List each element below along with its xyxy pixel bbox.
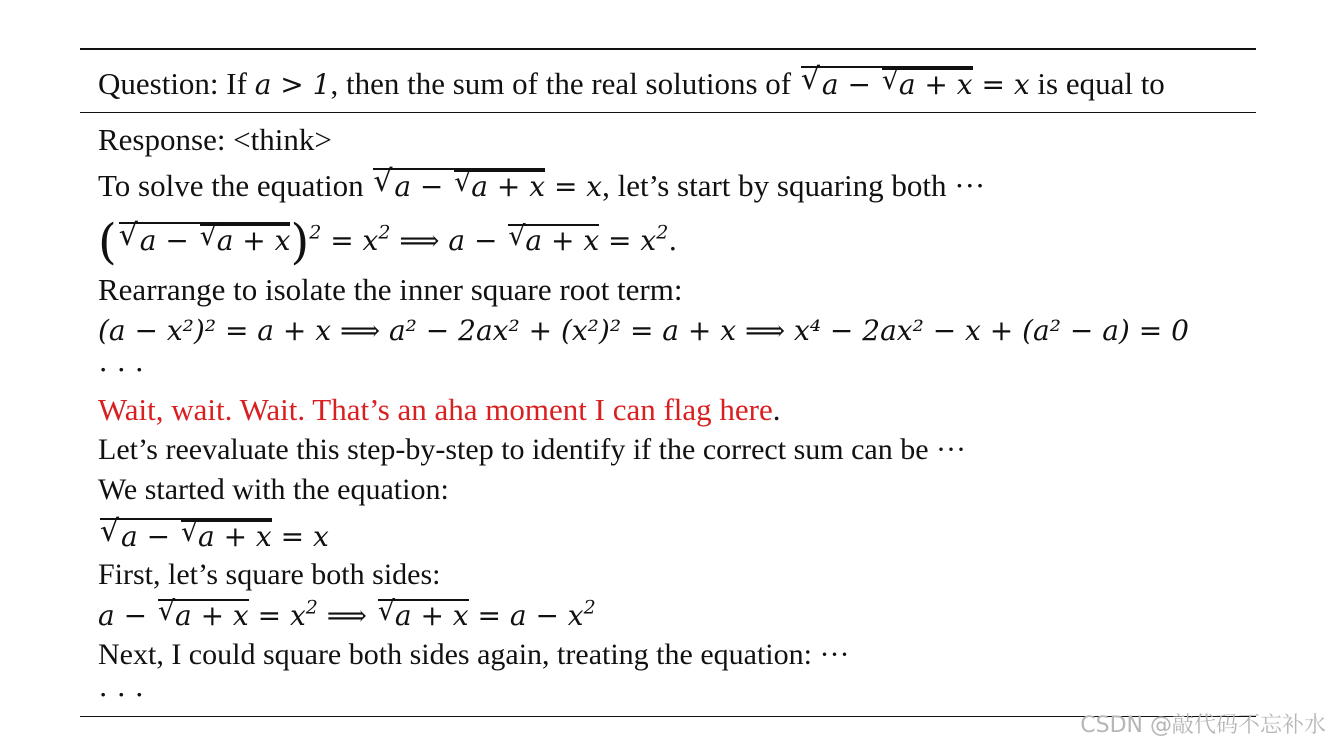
ellipsis-2: · · · — [98, 677, 145, 712]
response-equation-2: (√ a − √ $a + x)^2 = x^2$ ⟹ a − √ $a + x = x^2$. — [98, 224, 677, 257]
question-condition: a > 1 — [254, 68, 331, 101]
ellipsis-1: · · · — [98, 352, 145, 387]
inner-radical: √ a + x — [378, 599, 469, 630]
outer-radical: √ a − √ a + x — [119, 222, 291, 255]
inner-radical: √ a + x — [181, 520, 272, 551]
response-line-4 — [98, 312, 1189, 349]
response-line-7 — [98, 518, 329, 555]
aha-line: Wait, wait. Wait. That’s an aha moment I can flag here. — [98, 392, 781, 427]
expanded-equation: (a − x²)² = a + x ⟹ a² − 2ax² + (x²)² = a + x ⟹ x⁴ − 2ax² − x + (a² − a) = 0 — [98, 314, 1189, 347]
response-equation-9: a − √ $a + x = x^2$ ⟹ √ $a + x = a - x^2$ — [98, 599, 596, 632]
question-line: Question: If a > 1, then the sum of the real solutions of √ a − √ a + x = x is equal to — [98, 66, 1165, 103]
response-line-9 — [98, 597, 596, 634]
outer-radical: √ a − √ a + x — [100, 518, 272, 551]
inner-radical: √ a + x — [454, 170, 545, 201]
response-line-2 — [98, 214, 678, 270]
inner-radical: √ a + x — [508, 224, 599, 255]
response-line-5: Let’s reevaluate this step-by-step to identify if the correct sum can be ··· — [98, 433, 967, 466]
response-equation-1: √ a − √ a + x = x — [371, 170, 602, 203]
question-divider — [80, 112, 1256, 113]
outer-radical: √ a − √ a + x — [801, 66, 973, 99]
question-equation: √ a − √ a + x = x — [799, 68, 1030, 101]
response-line-8: First, let’s square both sides: — [98, 558, 441, 591]
inner-radical: √ a + x — [158, 599, 249, 630]
inner-radical: √ a + x — [200, 224, 291, 255]
response-line-1: To solve the equation √ a − √ a + x = x, let’s start by squaring both ··· — [98, 168, 985, 205]
response-line-10: Next, I could square both sides again, treating the equation: ··· — [98, 638, 850, 671]
outer-radical: √ a − √ a + x — [373, 168, 545, 201]
watermark: CSDN @敲代码不忘补水 — [1080, 713, 1326, 738]
inner-radical: √ a + x — [882, 68, 973, 99]
top-rule — [80, 48, 1256, 50]
response-line-3: Rearrange to isolate the inner square root term: — [98, 272, 683, 307]
aha-highlight: Wait, wait. Wait. That’s an aha moment I can flag here — [98, 392, 773, 427]
response-equation-7: √ a − √ a + x = x — [98, 520, 329, 553]
response-line-6: We started with the equation: — [98, 473, 449, 506]
response-label: Response: <think> — [98, 122, 332, 157]
